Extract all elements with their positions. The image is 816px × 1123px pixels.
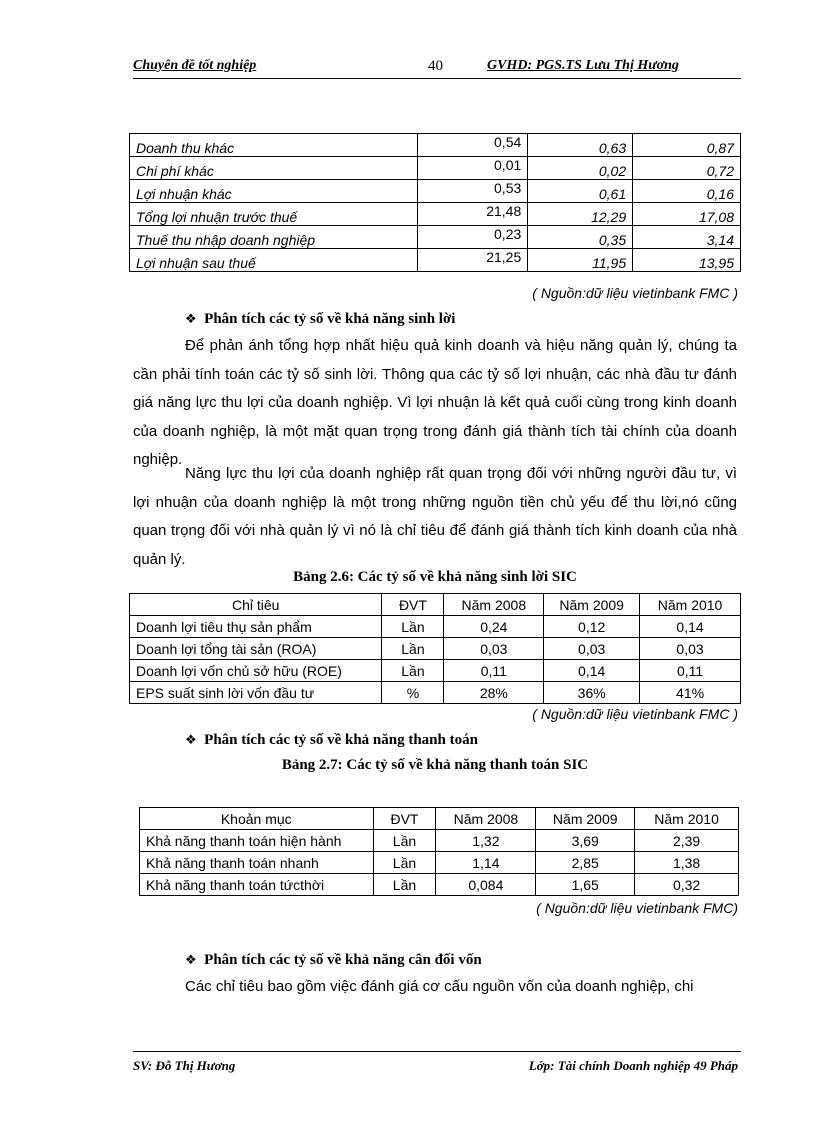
row-label: EPS suất sinh lời vốn đầu tư	[130, 682, 382, 704]
value-2008: 0,084	[436, 874, 536, 896]
value-2010: 2,39	[635, 830, 739, 852]
value-2008: 21,25	[418, 249, 528, 272]
table-row	[130, 638, 741, 660]
value-2010: 17,08	[633, 203, 741, 226]
table-row	[130, 157, 741, 180]
value-2009: 2,85	[536, 852, 635, 874]
value-2010: 13,95	[633, 249, 741, 272]
column-header: ĐVT	[382, 594, 444, 616]
table-row	[130, 203, 741, 226]
section-title: Phân tích các tỷ số về khả năng thanh toán	[204, 732, 478, 748]
table-row	[140, 852, 739, 874]
value-2008: 0,24	[444, 616, 544, 638]
table3-caption: Bảng 2.7: Các tỷ số về khả năng thanh toán SIC	[281, 757, 589, 773]
section-title: Phân tích các tỷ số về khả năng sinh lời	[204, 311, 456, 327]
table3-source: ( Nguồn:dữ liệu vietinbank FMC)	[536, 900, 738, 916]
value-2009: 0,12	[544, 616, 640, 638]
value-2010: 0,16	[633, 180, 741, 203]
table1-source: ( Nguồn:dữ liệu vietinbank FMC )	[532, 285, 738, 301]
paragraph: Năng lực thu lợi của doanh nghiệp rất quan trọng đối với những người đầu tư, vì lợi nhuận của doanh nghiệp là một trong những nguồn tiền chủ yếu để thu lời,nó cũng quan trọng đối với nhà quản lý vì nó là chỉ tiêu để đánh giá thành tích kinh doanh của nhà quản lý.	[133, 465, 737, 568]
value-2009: 0,03	[544, 638, 640, 660]
value-2008: 0,23	[418, 226, 528, 249]
footer-right: Lớp: Tài chính Doanh nghiệp 49 Pháp	[528, 1058, 738, 1073]
row-label: Khả năng thanh toán tứcthời	[140, 874, 374, 896]
value-2008: 21,48	[418, 203, 528, 226]
footer-rule	[133, 1051, 741, 1052]
paragraph: Để phản ánh tổng hợp nhất hiệu quả kinh doanh và hiệu năng quản lý, chúng ta cần phải tính toán các tỷ số sinh lời. Thông qua các tỷ số lợi nhuận, các nhà đầu tư đánh giá năng lực thu lợi của doanh nghiệp. Vì lợi nhuận là kết quả cuối cùng trong kinh doanh của doanh nghiệp, là một mặt quan trọng trong đánh giá thành tích tài chính của doanh nghiệp.	[133, 337, 737, 468]
value-2010: 0,87	[633, 134, 741, 157]
table-header-row	[130, 594, 741, 616]
header-left: Chuyên đề tốt nghiệp	[133, 58, 257, 73]
column-header: Chỉ tiêu	[130, 594, 382, 616]
row-label: Khả năng thanh toán hiện hành	[140, 830, 374, 852]
section-title: Phân tích các tỷ số về khả năng cân đối vốn	[204, 952, 482, 968]
unit-cell: Lần	[382, 638, 444, 660]
table-row	[130, 134, 741, 157]
row-label: Khả năng thanh toán nhanh	[140, 852, 374, 874]
value-2010: 0,32	[635, 874, 739, 896]
column-header: Năm 2008	[436, 808, 536, 830]
row-label: Lợi nhuận sau thuế	[130, 249, 418, 272]
row-label: Doanh lợi tiêu thụ sản phẩm	[130, 616, 382, 638]
value-2008: 0,53	[418, 180, 528, 203]
column-header: Năm 2010	[640, 594, 741, 616]
column-header: Năm 2008	[444, 594, 544, 616]
table-row	[130, 249, 741, 272]
row-label: Doanh thu khác	[130, 134, 418, 157]
value-2009: 0,02	[528, 157, 633, 180]
section-heading-profitability	[185, 311, 455, 328]
table-row	[130, 180, 741, 203]
column-header: Năm 2010	[635, 808, 739, 830]
table2-source: ( Nguồn:dữ liệu vietinbank FMC )	[532, 706, 738, 722]
table-row	[130, 616, 741, 638]
bullet-icon: ❖	[185, 312, 197, 327]
value-2010: 41%	[640, 682, 741, 704]
row-label: Thuế thu nhập doanh nghiệp	[130, 226, 418, 249]
unit-cell: %	[382, 682, 444, 704]
table-row	[130, 682, 741, 704]
bullet-icon: ❖	[185, 733, 197, 748]
row-label: Tổng lợi nhuận trước thuế	[130, 203, 418, 226]
table-row	[140, 874, 739, 896]
table-row	[130, 660, 741, 682]
value-2009: 0,35	[528, 226, 633, 249]
value-2008: 1,32	[436, 830, 536, 852]
value-2009: 11,95	[528, 249, 633, 272]
value-2010: 3,14	[633, 226, 741, 249]
row-label: Doanh lợi tổng tài sản (ROA)	[130, 638, 382, 660]
table-row	[130, 226, 741, 249]
value-2009: 3,69	[536, 830, 635, 852]
footer-left: SV: Đỗ Thị Hương	[133, 1058, 236, 1073]
value-2008: 0,11	[444, 660, 544, 682]
column-header: Khoản mục	[140, 808, 374, 830]
value-2009: 36%	[544, 682, 640, 704]
value-2009: 1,65	[536, 874, 635, 896]
row-label: Chi phí khác	[130, 157, 418, 180]
unit-cell: Lần	[382, 616, 444, 638]
value-2008: 1,14	[436, 852, 536, 874]
liquidity-table	[139, 807, 739, 896]
unit-cell: Lần	[373, 830, 436, 852]
value-2009: 0,14	[544, 660, 640, 682]
value-2008: 0,01	[418, 157, 528, 180]
profitability-table	[129, 593, 741, 704]
column-header: ĐVT	[373, 808, 436, 830]
table2-caption: Bảng 2.6: Các tỷ số về khả năng sinh lời SIC	[293, 569, 577, 585]
value-2009: 0,63	[528, 134, 633, 157]
income-table	[129, 133, 741, 272]
value-2009: 12,29	[528, 203, 633, 226]
value-2010: 0,72	[633, 157, 741, 180]
value-2010: 1,38	[635, 852, 739, 874]
table-header-row	[140, 808, 739, 830]
value-2010: 0,14	[640, 616, 741, 638]
unit-cell: Lần	[382, 660, 444, 682]
section-heading-capital-balance	[185, 952, 482, 969]
column-header: Năm 2009	[536, 808, 635, 830]
table-row	[140, 830, 739, 852]
page-number: 40	[428, 58, 443, 74]
value-2008: 0,54	[418, 134, 528, 157]
bullet-icon: ❖	[185, 953, 197, 968]
value-2010: 0,11	[640, 660, 741, 682]
value-2009: 0,61	[528, 180, 633, 203]
value-2010: 0,03	[640, 638, 741, 660]
row-label: Doanh lợi vốn chủ sở hữu (ROE)	[130, 660, 382, 682]
unit-cell: Lần	[373, 852, 436, 874]
value-2008: 0,03	[444, 638, 544, 660]
value-2008: 28%	[444, 682, 544, 704]
unit-cell: Lần	[373, 874, 436, 896]
section-heading-liquidity	[185, 732, 478, 749]
header-right: GVHD: PGS.TS Lưu Thị Hương	[487, 58, 679, 73]
column-header: Năm 2009	[544, 594, 640, 616]
row-label: Lợi nhuận khác	[130, 180, 418, 203]
header-rule	[133, 78, 741, 79]
paragraph: Các chỉ tiêu bao gồm việc đánh giá cơ cấu nguồn vốn của doanh nghiệp, chi	[185, 978, 694, 995]
